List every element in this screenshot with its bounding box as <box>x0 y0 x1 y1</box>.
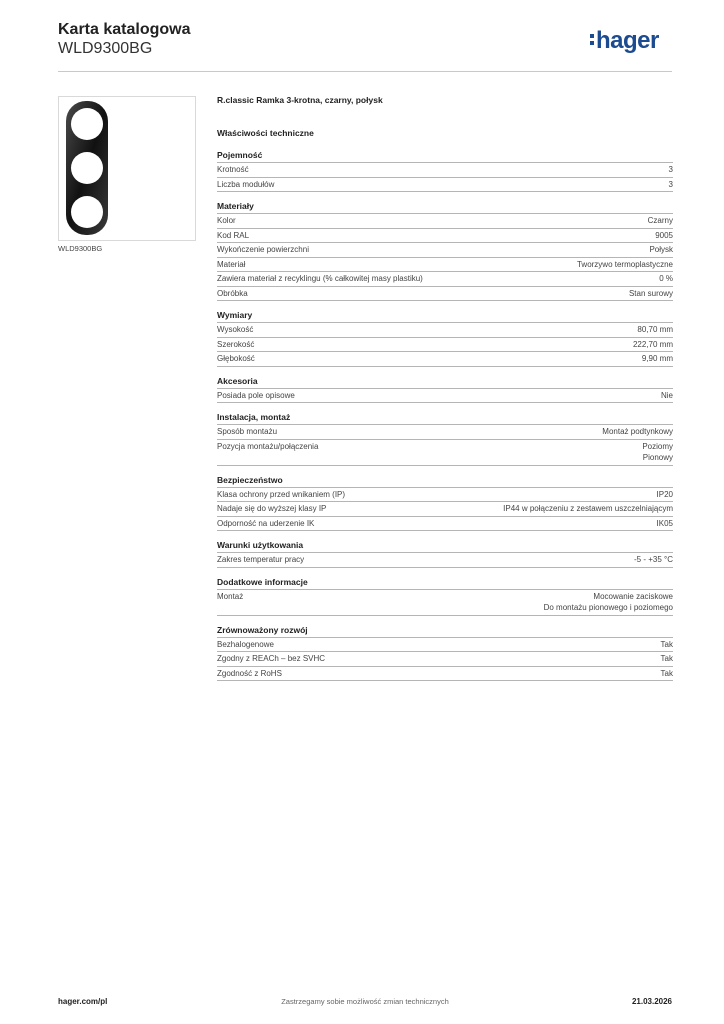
property-value <box>669 164 673 176</box>
property-label: Bezhalogenowe <box>217 639 274 649</box>
property-value <box>661 390 673 402</box>
property-value <box>657 518 673 530</box>
property-row <box>217 243 673 258</box>
property-value <box>602 426 673 438</box>
property-value <box>629 288 673 300</box>
property-row <box>217 272 673 287</box>
property-row <box>217 638 673 653</box>
property-label: Posiada pole opisowe <box>217 390 295 400</box>
property-value-line: Tak <box>660 668 673 678</box>
property-row <box>217 667 673 682</box>
property-value-line: 3 <box>668 165 673 174</box>
document-header <box>58 20 190 58</box>
property-label: Zawiera materiał z recyklingu (% całkowitej masy plastiku) <box>217 274 423 283</box>
footer-date: 21.03.2026 <box>631 997 672 1006</box>
property-label: Kod RAL <box>217 230 250 240</box>
property-label: Głębokość <box>217 354 255 363</box>
property-label: Kolor <box>217 216 236 225</box>
section-title: Materiały <box>217 201 673 214</box>
property-value <box>661 653 673 665</box>
property-value <box>659 273 673 285</box>
logo-colon-icon <box>590 31 594 48</box>
property-section <box>217 201 673 301</box>
property-row <box>217 517 673 532</box>
property-label: Pozycja montażu/połączenia <box>217 441 319 451</box>
property-row <box>217 338 673 353</box>
property-label: Liczba modułów <box>217 179 275 189</box>
section-title: Warunki użytkowania <box>217 540 673 553</box>
image-caption: WLD9300BG <box>58 244 103 253</box>
property-label: Zgodny z REACh – bez SVHC <box>217 654 326 663</box>
section-title: Pojemność <box>217 150 673 163</box>
footer-disclaimer: Zastrzegamy sobie możliwość zmian technicznych <box>281 997 449 1006</box>
property-label: Klasa ochrony przed wnikaniem (IP) <box>217 489 346 499</box>
property-section <box>217 475 673 532</box>
document-title: Karta katalogowa <box>58 21 191 38</box>
section-title: Akcesoria <box>217 376 673 389</box>
property-value-line: 80,70 mm <box>637 325 673 334</box>
property-value-line: 9,90 mm <box>641 354 673 363</box>
section-title: Bezpieczeństwo <box>217 475 673 488</box>
property-value-line: Tak <box>660 639 673 649</box>
property-row <box>217 488 673 503</box>
property-value-line: Montaż podtynkowy <box>602 427 673 436</box>
property-row <box>217 352 673 367</box>
property-section <box>217 310 673 367</box>
section-title: Instalacja, montaż <box>217 412 673 425</box>
property-value-line: Poziomy <box>642 441 673 451</box>
property-section <box>217 540 673 568</box>
property-row <box>217 323 673 338</box>
product-image <box>58 96 196 241</box>
property-label: Zgodność z RoHS <box>217 668 282 678</box>
property-value-line: Pionowy <box>642 453 673 462</box>
property-value-line: Tworzywo termoplastyczne <box>576 259 673 269</box>
property-value <box>642 441 673 464</box>
property-value-line: Nie <box>660 390 673 400</box>
property-row <box>217 389 673 404</box>
property-label: Sposób montażu <box>217 427 278 436</box>
property-value-line: Czarny <box>647 216 673 225</box>
property-value-line: 9005 <box>655 230 673 240</box>
property-row <box>217 553 673 568</box>
property-value <box>633 339 673 351</box>
property-row <box>217 214 673 229</box>
property-section <box>217 577 673 616</box>
property-row <box>217 287 673 302</box>
property-label: Wysokość <box>217 325 254 334</box>
property-value <box>648 215 673 227</box>
property-value <box>649 244 673 256</box>
property-label: Zakres temperatur pracy <box>217 555 305 564</box>
product-details <box>217 95 673 690</box>
property-row <box>217 590 673 616</box>
property-value-line: 222,70 mm <box>632 339 673 349</box>
property-label: Krotność <box>217 165 249 174</box>
frame-3-gang-image <box>59 97 195 240</box>
property-label: Nadaje się do wyższej klasy IP <box>217 504 327 513</box>
property-row <box>217 652 673 667</box>
property-value <box>642 353 673 365</box>
property-value <box>655 230 673 242</box>
property-value <box>637 324 673 336</box>
property-section <box>217 625 673 682</box>
property-value-line: Mocowanie zaciskowe <box>593 591 673 601</box>
property-label: Materiał <box>217 259 246 269</box>
property-value <box>544 591 673 614</box>
property-row <box>217 425 673 440</box>
property-value-line: Do montażu pionowego i poziomego <box>543 603 673 612</box>
property-value <box>634 554 673 566</box>
section-title: Zrównoważony rozwój <box>217 625 673 638</box>
section-title: Dodatkowe informacje <box>217 577 673 590</box>
property-row <box>217 440 673 466</box>
property-label: Odporność na uderzenie IK <box>217 518 315 528</box>
property-value <box>577 259 673 271</box>
product-code: WLD9300BG <box>58 40 153 57</box>
property-value-line: -5 - +35 °C <box>634 555 673 564</box>
property-label: Obróbka <box>217 288 248 298</box>
property-value-line: Tak <box>660 654 673 663</box>
property-value-line: Połysk <box>649 245 673 254</box>
property-value-line: IP44 w połączeniu z zestawem uszczelniającym <box>503 504 673 513</box>
logo-text: hager <box>596 27 659 54</box>
product-title: R.classic Ramka 3-krotna, czarny, połysk <box>217 95 383 105</box>
property-value <box>661 639 673 651</box>
footer-website-link[interactable]: hager.com/pl <box>58 997 108 1006</box>
property-value-line: IK05 <box>656 518 673 528</box>
property-value-line: IP20 <box>656 489 673 499</box>
property-value-line: 3 <box>668 179 673 189</box>
properties-title: Właściwości techniczne <box>217 128 314 138</box>
property-value-line: Stan surowy <box>628 288 673 298</box>
property-value <box>661 668 673 680</box>
property-value <box>503 503 673 515</box>
section-title: Wymiary <box>217 310 673 323</box>
property-section <box>217 376 673 404</box>
property-value <box>669 179 673 191</box>
property-row <box>217 229 673 244</box>
property-row <box>217 178 673 193</box>
properties-sections <box>217 150 673 681</box>
property-section <box>217 150 673 192</box>
property-label: Wykończenie powierzchni <box>217 245 309 254</box>
hager-logo <box>590 27 659 55</box>
property-row <box>217 258 673 273</box>
property-section <box>217 412 673 466</box>
property-value-line: 0 % <box>659 274 673 283</box>
property-label: Szerokość <box>217 339 255 349</box>
property-label: Montaż <box>217 591 244 601</box>
property-row <box>217 163 673 178</box>
header-divider <box>58 71 672 72</box>
property-value <box>657 489 673 501</box>
property-row <box>217 502 673 517</box>
